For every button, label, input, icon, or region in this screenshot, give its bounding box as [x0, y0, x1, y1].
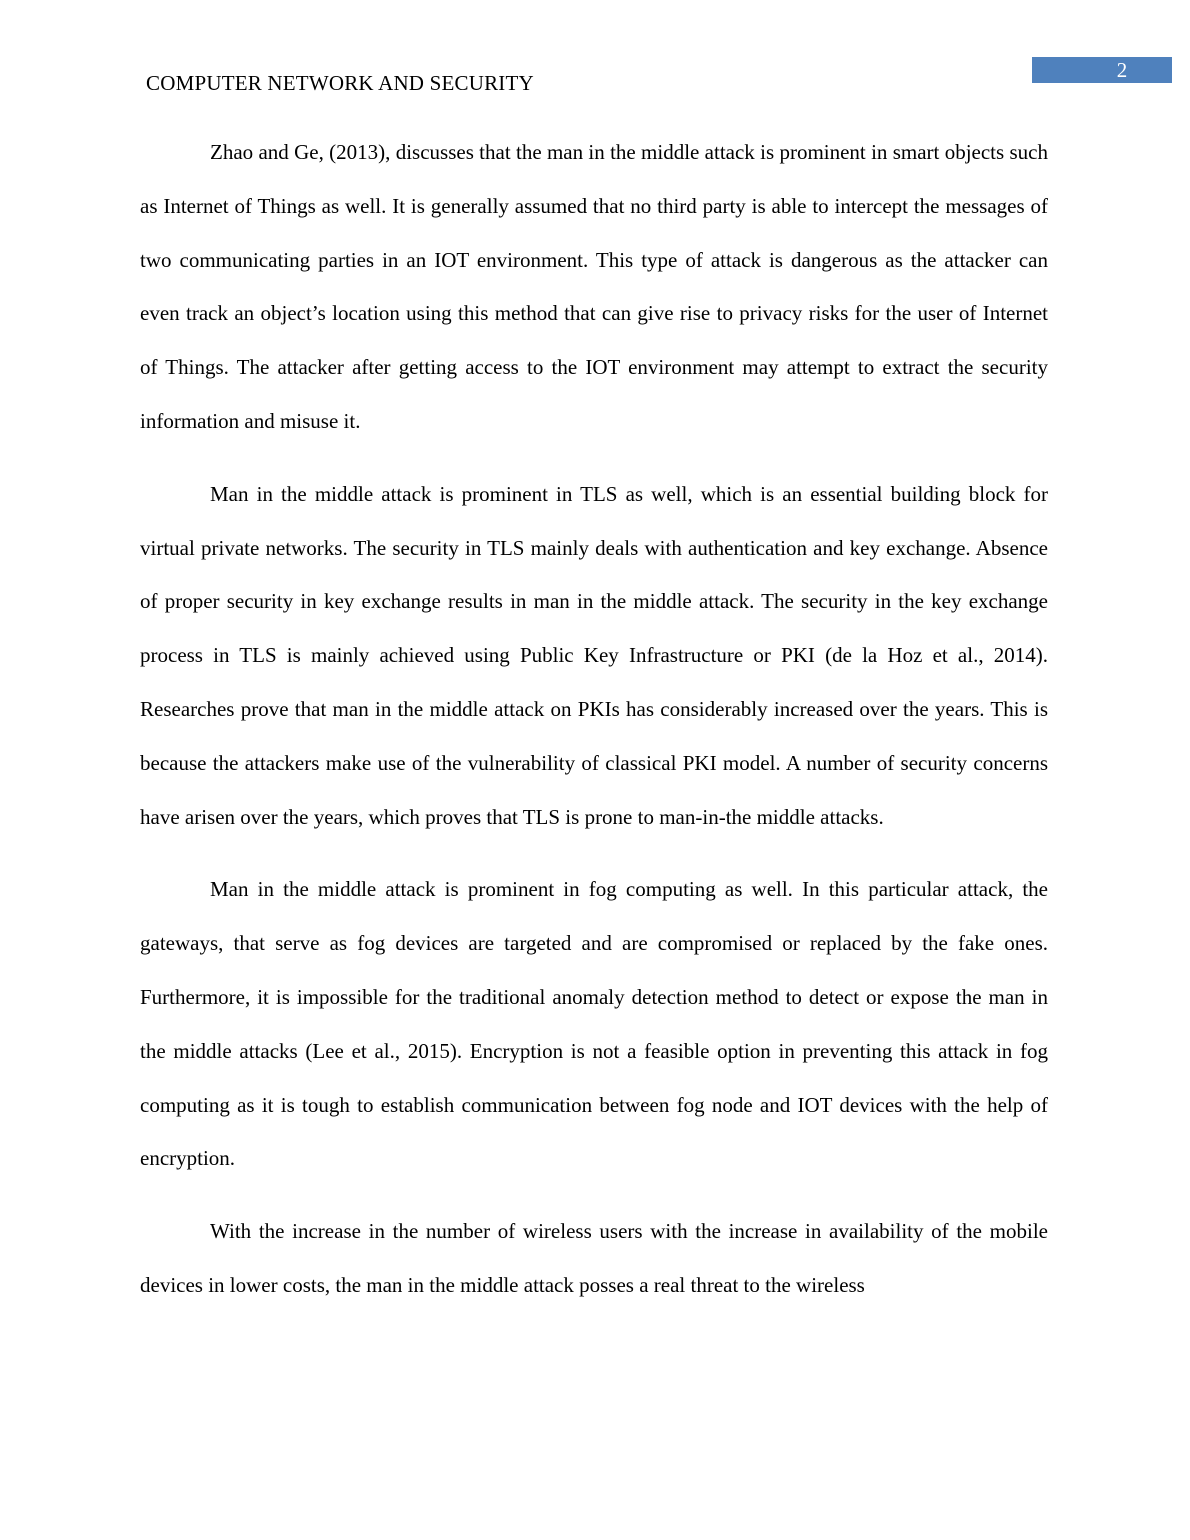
running-head: COMPUTER NETWORK AND SECURITY — [146, 71, 534, 95]
body-text — [140, 126, 1048, 1332]
page-number-box — [1032, 57, 1172, 83]
paragraph-fog-computing: Man in the middle attack is prominent in fog computing as well. In this particular attack, the gateways, that serve as fog devices are targeted and are compromised or replaced by the fake ones. Furthermore, it is impossible for the traditional anomaly detection method to detect or expose the man in the middle attacks (Lee et al., 2015). Encryption is not a feasible option in preventing this attack in fog computing as it is tough to establish communication between fog node and IOT devices with the help of encryption. — [140, 877, 1048, 1171]
page-number: 2 — [1116, 58, 1128, 82]
paragraph-wireless: With the increase in the number of wireless users with the increase in availability of the mobile devices in lower costs, the man in the middle attack posses a real threat to the wireless — [140, 1219, 1048, 1297]
paragraph-zhao-ge: Zhao and Ge, (2013), discusses that the man in the middle attack is prominent in smart objects such as Internet of Things as well. It is generally assumed that no third party is able to intercept the messages of two communicating parties in an IOT environment. This type of attack is dangerous as the attacker can even track an object’s location using this method that can give rise to privacy risks for the user of Internet of Things. The attacker after getting access to the IOT environment may attempt to extract the security information and misuse it. — [140, 140, 1048, 433]
paragraph-tls: Man in the middle attack is prominent in TLS as well, which is an essential building block for virtual private networks. The security in TLS mainly deals with authentication and key exchange. Absence of proper security in key exchange results in man in the middle attack. The security in the key exchange process in TLS is mainly achieved using Public Key Infrastructure or PKI (de la Hoz et al., 2014). Researches prove that man in the middle attack on PKIs has considerably increased over the years. This is because the attackers make use of the vulnerability of classical PKI model. A number of security concerns have arisen over the years, which proves that TLS is prone to man-in-the middle attacks. — [140, 481, 1048, 829]
